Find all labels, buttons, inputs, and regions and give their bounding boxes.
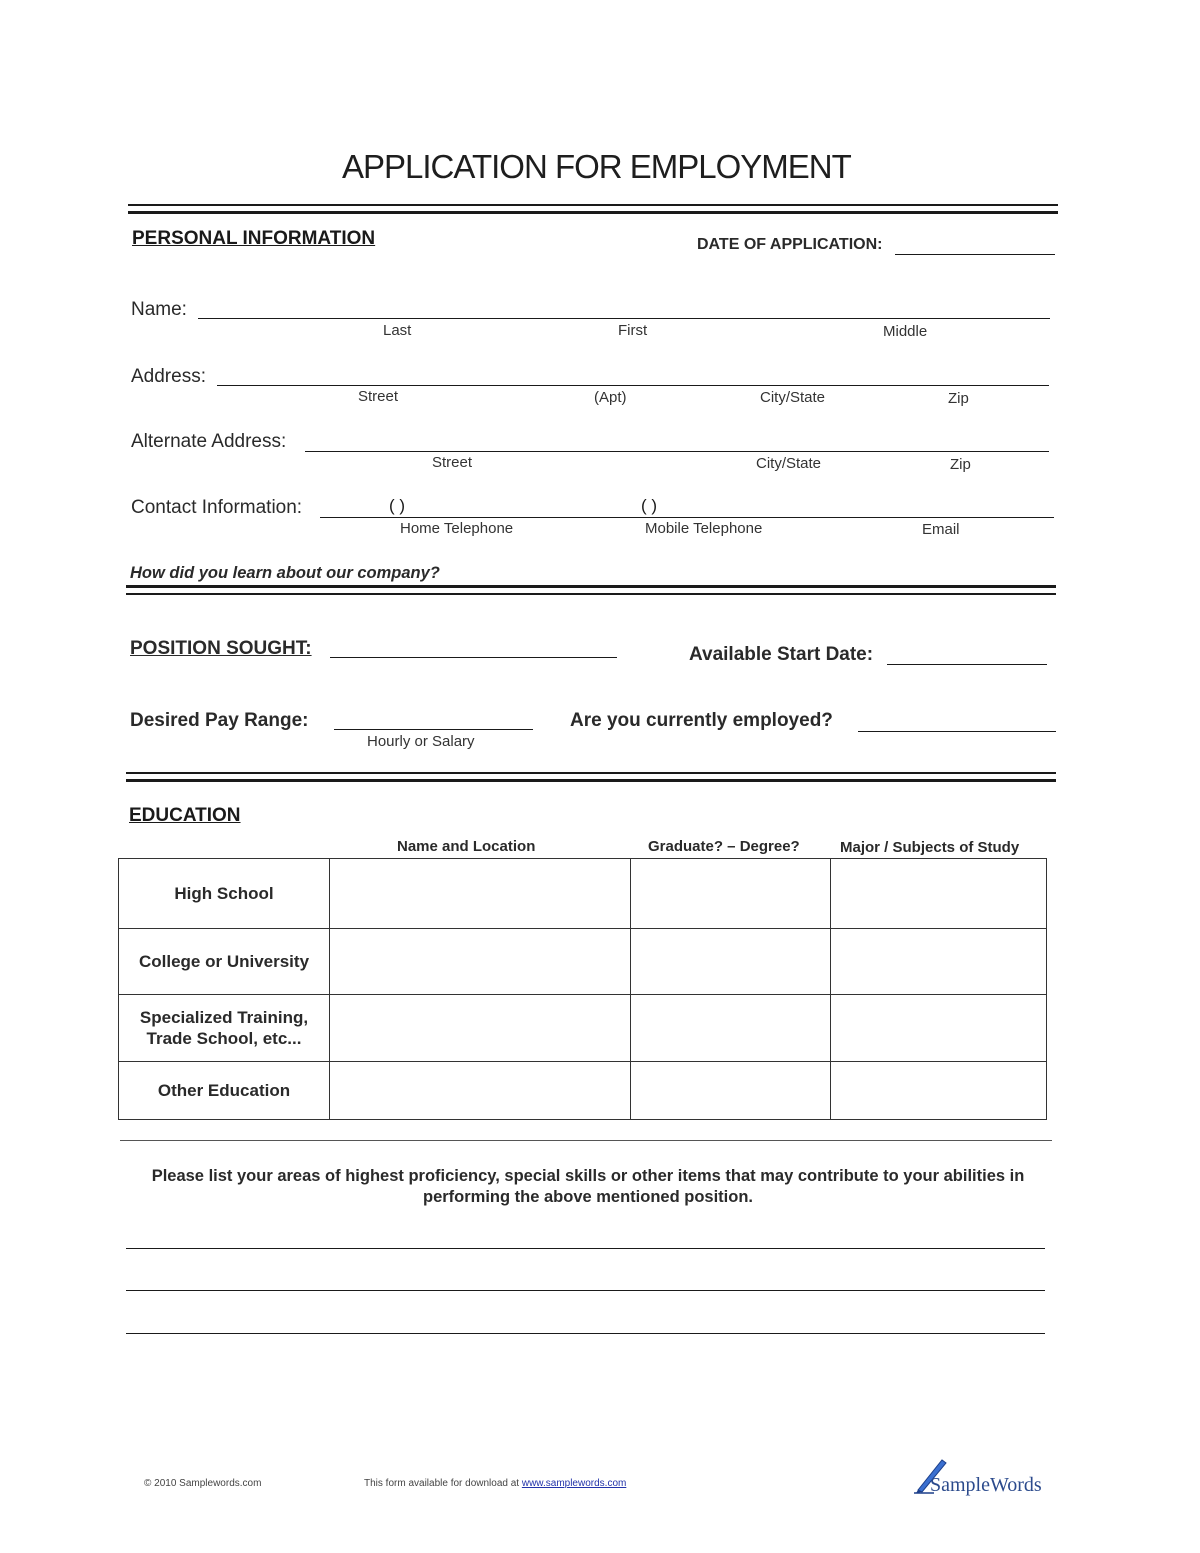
edu-cell-name-location[interactable] <box>330 859 631 929</box>
download-text: This form available for download at <box>364 1478 520 1489</box>
page-title: APPLICATION FOR EMPLOYMENT <box>342 148 851 185</box>
edu-cell-major[interactable] <box>831 929 1047 995</box>
alt-address-sub-zip: Zip <box>950 456 971 473</box>
address-sub-zip: Zip <box>948 390 969 407</box>
table-row <box>119 929 1047 995</box>
edu-row-label: Other Education <box>119 1062 330 1120</box>
table-row <box>119 859 1047 929</box>
employed-field[interactable] <box>858 731 1056 732</box>
edu-cell-degree[interactable] <box>631 1062 831 1120</box>
skills-prompt: Please list your areas of highest proficiency, special skills or other items that may contribute to your abilities in performing the above mentioned position. <box>151 1167 1025 1206</box>
edu-cell-major[interactable] <box>831 1062 1047 1120</box>
date-of-application-field[interactable] <box>895 254 1055 255</box>
name-sub-last: Last <box>383 322 412 339</box>
edu-cell-degree[interactable] <box>631 995 831 1062</box>
edu-col-graduate-degree: Graduate? – Degree? <box>648 838 800 855</box>
learn-label: How did you learn about our company? <box>130 564 440 582</box>
education-table <box>118 858 1047 1120</box>
edu-cell-name-location[interactable] <box>330 995 631 1062</box>
section-heading-education: EDUCATION <box>129 805 241 826</box>
pay-range-sub: Hourly or Salary <box>367 733 475 750</box>
home-area-code-paren: ( ) <box>389 496 406 515</box>
address-label: Address: <box>131 366 206 387</box>
start-date-label: Available Start Date: <box>689 644 874 665</box>
contact-field[interactable] <box>320 517 1054 518</box>
position-sought-label: POSITION SOUGHT: <box>130 638 312 659</box>
skills-line[interactable] <box>126 1248 1045 1249</box>
divider <box>126 593 1056 595</box>
copyright: © 2010 Samplewords.com <box>144 1478 262 1489</box>
download-link[interactable]: www.samplewords.com <box>521 1478 627 1489</box>
table-row <box>119 995 1047 1062</box>
edu-cell-major[interactable] <box>831 995 1047 1062</box>
date-of-application-label: DATE OF APPLICATION: <box>697 236 883 253</box>
learn-field[interactable] <box>126 585 1056 588</box>
edu-col-major: Major / Subjects of Study <box>840 839 1020 856</box>
employed-label: Are you currently employed? <box>570 710 833 731</box>
edu-cell-degree[interactable] <box>631 859 831 929</box>
alt-address-label: Alternate Address: <box>131 431 287 452</box>
pay-range-label: Desired Pay Range: <box>130 710 309 731</box>
address-sub-apt: (Apt) <box>594 389 627 406</box>
name-label: Name: <box>131 299 187 320</box>
download-note <box>364 1478 626 1489</box>
alt-address-sub-citystate: City/State <box>756 455 822 472</box>
edu-row-label: College or University <box>119 929 330 995</box>
divider <box>126 772 1056 774</box>
address-sub-street: Street <box>358 388 399 405</box>
section-heading-personal: PERSONAL INFORMATION <box>132 228 376 249</box>
skills-line[interactable] <box>126 1290 1045 1291</box>
position-sought-field[interactable] <box>330 657 617 658</box>
edu-col-name-location: Name and Location <box>397 838 536 855</box>
divider <box>128 211 1058 214</box>
divider <box>128 204 1058 206</box>
table-row <box>119 1062 1047 1120</box>
pay-range-field[interactable] <box>334 729 533 730</box>
name-field[interactable] <box>198 318 1050 319</box>
alt-address-field[interactable] <box>305 451 1049 452</box>
skills-line[interactable] <box>126 1333 1045 1334</box>
name-sub-middle: Middle <box>883 323 928 340</box>
mobile-area-code-paren: ( ) <box>641 496 658 515</box>
edu-row-label: Specialized Training, Trade School, etc... <box>119 995 330 1062</box>
contact-label: Contact Information: <box>131 497 303 518</box>
contact-sub-mobile: Mobile Telephone <box>645 520 763 537</box>
address-field[interactable] <box>217 385 1049 386</box>
divider <box>126 779 1056 782</box>
edu-cell-degree[interactable] <box>631 929 831 995</box>
edu-cell-major[interactable] <box>831 859 1047 929</box>
divider <box>120 1140 1052 1141</box>
edu-cell-name-location[interactable] <box>330 929 631 995</box>
samplewords-logo: SampleWords <box>930 1474 1042 1496</box>
start-date-field[interactable] <box>887 664 1047 665</box>
address-sub-citystate: City/State <box>760 389 826 406</box>
name-sub-first: First <box>618 322 648 339</box>
alt-address-sub-street: Street <box>432 454 473 471</box>
contact-sub-home: Home Telephone <box>400 520 514 537</box>
contact-sub-email: Email <box>922 521 960 538</box>
edu-row-label: High School <box>119 859 330 929</box>
edu-cell-name-location[interactable] <box>330 1062 631 1120</box>
